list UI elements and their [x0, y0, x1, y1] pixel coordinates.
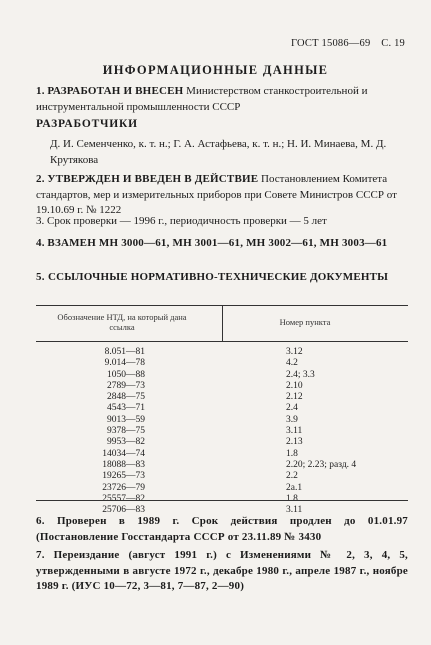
table-column-documents — [60, 347, 145, 516]
table-cell-item: 2а.1 — [286, 482, 303, 493]
table-cell-item: 2.2 — [286, 471, 298, 482]
table-cell-document: 25557—82 — [102, 493, 145, 504]
table-header-divider — [222, 305, 223, 341]
table-cell-document: 9378—75 — [107, 426, 145, 437]
section-4-number: 4. — [36, 237, 45, 249]
table-cell-item: 2.20; 2.23; разд. 4 — [286, 459, 357, 470]
table-cell-item: 2.4 — [286, 403, 298, 414]
table-cell-item: 2.13 — [286, 437, 303, 448]
table-header-item: Номер пункта — [279, 317, 331, 327]
page-title: ИНФОРМАЦИОННЫЕ ДАННЫЕ — [102, 63, 329, 77]
section-4 — [36, 236, 408, 252]
table-cell-document: 9953—82 — [107, 437, 145, 448]
table-cell-item: 1.8 — [286, 448, 298, 459]
section-4-heading: ВЗАМЕН МН 3000—61, МН 3001—61, МН 3002—61, МН 3003—61 — [47, 237, 388, 249]
section-2 — [36, 172, 408, 219]
table-cell-document: 8.051—81 — [104, 347, 145, 357]
section-1-text: Министерством станкостроительной и инструментальной промышленности СССР — [36, 85, 368, 113]
section-7: 7. Переиздание (август 1991 г.) с Изменениями № 2, 3, 4, 5, утвержденными в августе 1972 г., декабре 1980 г., апреле 1987 г., ноябре 1989 г. (ИУС 10—72, 3—81, 7—87, 2—90) — [36, 549, 408, 592]
section-2-heading: УТВЕРЖДЕН И ВВЕДЕН В ДЕЙСТВИЕ — [47, 173, 259, 185]
table-header-rule — [36, 341, 408, 342]
developers-heading: РАЗРАБОТЧИКИ — [36, 118, 138, 130]
developers-list: Д. И. Семенченко, к. т. н.; Г. А. Астафьева, к. т. н.; Н. И. Минаева, М. Д. Крутякова — [50, 138, 387, 166]
table-cell-document: 2789—73 — [107, 380, 145, 391]
table-cell-item: 2.10 — [286, 380, 303, 391]
table-cell-item: 2.12 — [286, 392, 303, 403]
table-cell-document: 9.014—78 — [104, 358, 145, 369]
page-header — [291, 38, 405, 49]
section-2-text: Постановлением Комитета стандартов, мер и измерительных приборов при Совете Министров СССР от 19.10.69 г. № 1222 — [36, 173, 397, 216]
table-cell-document: 1050—88 — [107, 369, 145, 380]
section-6: 6. Проверен в 1989 г. Срок действия продлен до 01.01.97 (Постановление Госстандарта СССР от 23.11.89 № 3430 — [36, 515, 408, 543]
page-number: С. 19 — [381, 38, 405, 49]
table-cell-item: 3.11 — [286, 505, 303, 516]
section-3: 3. Срок проверки — 1996 г., периодичность проверки — 5 лет — [36, 215, 327, 227]
table-cell-item: 3.11 — [286, 426, 303, 437]
table-cell-item: 1.8 — [286, 493, 298, 504]
standard-number: ГОСТ 15086—69 — [290, 38, 371, 49]
section-1-number: 1. — [36, 85, 45, 97]
table-bottom-rule — [36, 500, 408, 501]
table-cell-document: 9013—59 — [107, 414, 145, 425]
table-cell-item: 2.4; 3.3 — [286, 369, 315, 380]
section-5-number: 5. — [36, 271, 45, 283]
table-cell-document: 25706—83 — [102, 505, 145, 516]
section-5-heading: ССЫЛОЧНЫЕ НОРМАТИВНО-ТЕХНИЧЕСКИЕ ДОКУМЕНТЫ — [48, 271, 389, 283]
table-cell-document: 14034—74 — [102, 448, 145, 459]
table-header-document: Обозначение НТД, на который дана ссылка — [57, 312, 187, 332]
table-column-items — [286, 347, 406, 516]
table-cell-item: 3.12 — [286, 347, 303, 357]
table-cell-document: 18088—83 — [102, 459, 145, 470]
table-cell-document: 19265—73 — [102, 471, 145, 482]
section-1-heading: РАЗРАБОТАН И ВНЕСЕН — [47, 85, 184, 97]
table-cell-item: 4.2 — [286, 358, 298, 369]
table-cell-document: 2848—75 — [107, 392, 145, 403]
section-1 — [36, 84, 408, 115]
table-cell-item: 3.9 — [286, 414, 298, 425]
table-cell-document: 4543—71 — [107, 403, 145, 414]
section-2-number: 2. — [36, 173, 45, 185]
section-5 — [36, 270, 408, 286]
table-cell-document: 23726—79 — [102, 482, 145, 493]
